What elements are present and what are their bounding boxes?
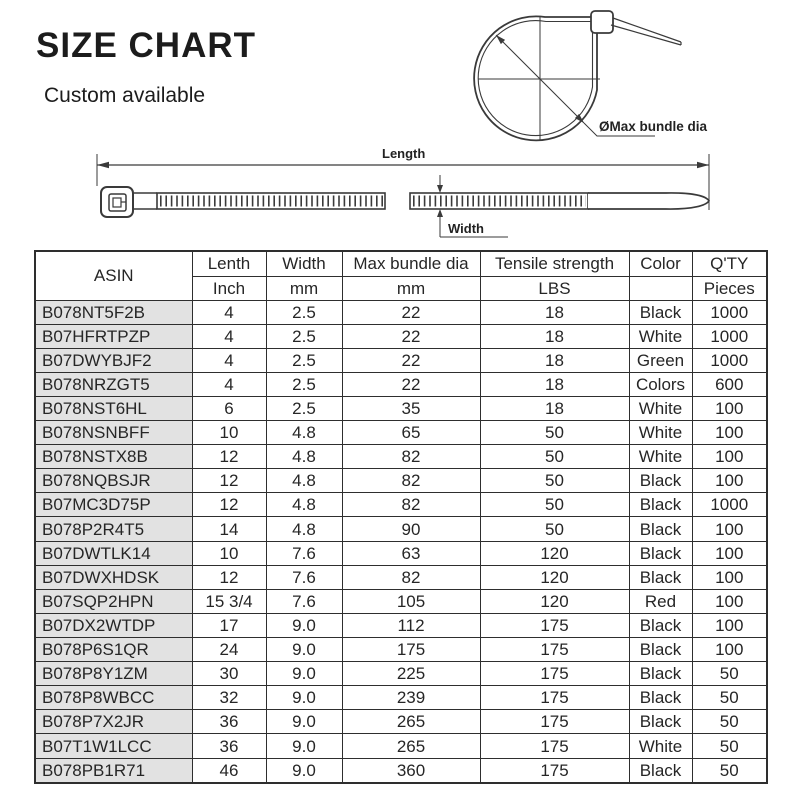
col-header-width: Width (266, 251, 342, 276)
asin-cell: B07HFRTPZP (35, 324, 192, 348)
table-cell: 265 (342, 734, 480, 758)
table-row (35, 758, 767, 783)
table-row (35, 541, 767, 565)
width-label: Width (448, 221, 484, 236)
table-cell: 9.0 (266, 613, 342, 637)
table-cell: Red (629, 589, 692, 613)
table-cell: White (629, 396, 692, 420)
table-row (35, 686, 767, 710)
width-arrow-icon (437, 209, 443, 217)
table-row (35, 662, 767, 686)
table-cell: 100 (692, 638, 767, 662)
table-cell: Colors (629, 372, 692, 396)
unit-width: mm (266, 276, 342, 300)
table-cell: Black (629, 638, 692, 662)
table-cell: 18 (480, 348, 629, 372)
asin-cell: B078NQBSJR (35, 469, 192, 493)
col-header-max-bundle-dia: Max bundle dia (342, 251, 480, 276)
table-cell: 2.5 (266, 372, 342, 396)
table-cell: 4 (192, 348, 266, 372)
table-cell: 82 (342, 565, 480, 589)
table-cell: 9.0 (266, 638, 342, 662)
table-cell: 175 (480, 638, 629, 662)
table-row (35, 445, 767, 469)
max-bundle-dia-label: ØMax bundle dia (599, 119, 708, 134)
table-cell: 82 (342, 469, 480, 493)
table-cell: White (629, 445, 692, 469)
table-cell: Black (629, 565, 692, 589)
table-cell: 175 (480, 710, 629, 734)
table-cell: 9.0 (266, 662, 342, 686)
table-cell: 600 (692, 372, 767, 396)
table-cell: 112 (342, 613, 480, 637)
table-row (35, 710, 767, 734)
table-cell: 100 (692, 517, 767, 541)
table-cell: 18 (480, 372, 629, 396)
table-cell: White (629, 734, 692, 758)
table-row (35, 421, 767, 445)
table-cell: 18 (480, 396, 629, 420)
table-cell: 50 (692, 734, 767, 758)
asin-cell: B07MC3D75P (35, 493, 192, 517)
table-row (35, 300, 767, 324)
table-cell: Black (629, 469, 692, 493)
table-row (35, 324, 767, 348)
table-row (35, 565, 767, 589)
table-cell: 82 (342, 493, 480, 517)
asin-cell: B078NT5F2B (35, 300, 192, 324)
table-cell: Black (629, 541, 692, 565)
col-header-color: Color (629, 251, 692, 276)
size-table (34, 250, 768, 784)
unit-qty: Pieces (692, 276, 767, 300)
table-cell: 360 (342, 758, 480, 783)
table-cell: 105 (342, 589, 480, 613)
table-cell: 2.5 (266, 324, 342, 348)
table-cell: 7.6 (266, 589, 342, 613)
table-cell: 4.8 (266, 493, 342, 517)
table-cell: 22 (342, 348, 480, 372)
table-cell: 35 (342, 396, 480, 420)
loop-diagram (440, 0, 800, 148)
table-cell: 36 (192, 734, 266, 758)
asin-cell: B07DWXHDSK (35, 565, 192, 589)
table-cell: 175 (342, 638, 480, 662)
table-cell: 239 (342, 686, 480, 710)
table-cell: 175 (480, 686, 629, 710)
asin-cell: B078P8WBCC (35, 686, 192, 710)
table-cell: 175 (480, 662, 629, 686)
table-cell: 265 (342, 710, 480, 734)
table-row (35, 469, 767, 493)
table-cell: 9.0 (266, 710, 342, 734)
table-cell: 12 (192, 469, 266, 493)
table-cell: 1000 (692, 300, 767, 324)
table-cell: 100 (692, 396, 767, 420)
unit-max-bundle-dia: mm (342, 276, 480, 300)
table-cell: Black (629, 613, 692, 637)
table-row (35, 734, 767, 758)
table-cell: 50 (480, 493, 629, 517)
table-cell: 100 (692, 589, 767, 613)
table-cell: 14 (192, 517, 266, 541)
unit-color (629, 276, 692, 300)
asin-cell: B07SQP2HPN (35, 589, 192, 613)
table-cell: 15 3/4 (192, 589, 266, 613)
asin-cell: B078NRZGT5 (35, 372, 192, 396)
header-row-labels (35, 251, 767, 276)
length-label: Length (382, 146, 426, 161)
table-cell: 90 (342, 517, 480, 541)
unit-tensile-strength: LBS (480, 276, 629, 300)
table-cell: 4 (192, 324, 266, 348)
asin-cell: B078PB1R71 (35, 758, 192, 783)
table-cell: 2.5 (266, 396, 342, 420)
table-cell: 32 (192, 686, 266, 710)
table-cell: 12 (192, 445, 266, 469)
table-cell: 50 (692, 686, 767, 710)
table-cell: 30 (192, 662, 266, 686)
table-row (35, 517, 767, 541)
table-cell: 100 (692, 541, 767, 565)
col-header-qty: Q'TY (692, 251, 767, 276)
asin-cell: B07DWTLK14 (35, 541, 192, 565)
asin-cell: B078P8Y1ZM (35, 662, 192, 686)
table-cell: 12 (192, 565, 266, 589)
table-cell: 50 (480, 421, 629, 445)
table-cell: 50 (480, 445, 629, 469)
asin-cell: B078NSTX8B (35, 445, 192, 469)
table-cell: 22 (342, 324, 480, 348)
asin-cell: B078P6S1QR (35, 638, 192, 662)
table-cell: Black (629, 686, 692, 710)
size-table-container (34, 250, 766, 784)
table-cell: 50 (692, 710, 767, 734)
table-cell: 120 (480, 589, 629, 613)
table-cell: 50 (692, 662, 767, 686)
asin-cell: B078P2R4T5 (35, 517, 192, 541)
table-cell: Black (629, 493, 692, 517)
table-cell: Green (629, 348, 692, 372)
table-cell: Black (629, 662, 692, 686)
table-row (35, 589, 767, 613)
table-cell: 1000 (692, 348, 767, 372)
table-cell: 82 (342, 445, 480, 469)
asin-cell: B078P7X2JR (35, 710, 192, 734)
table-cell: 50 (480, 517, 629, 541)
table-cell: 120 (480, 541, 629, 565)
asin-cell: B07DX2WTDP (35, 613, 192, 637)
asin-cell: B078NSNBFF (35, 421, 192, 445)
table-cell: 2.5 (266, 348, 342, 372)
table-row (35, 493, 767, 517)
table-row (35, 396, 767, 420)
table-body (35, 300, 767, 783)
table-cell: White (629, 324, 692, 348)
table-row (35, 638, 767, 662)
table-cell: 100 (692, 613, 767, 637)
table-cell: Black (629, 758, 692, 783)
table-cell: 9.0 (266, 686, 342, 710)
table-cell: 22 (342, 300, 480, 324)
table-cell: 63 (342, 541, 480, 565)
page-title: SIZE CHART (36, 26, 256, 65)
table-cell: 9.0 (266, 734, 342, 758)
table-cell: 46 (192, 758, 266, 783)
table-cell: Black (629, 300, 692, 324)
table-cell: 50 (692, 758, 767, 783)
table-row (35, 613, 767, 637)
table-cell: 65 (342, 421, 480, 445)
table-cell: 4 (192, 300, 266, 324)
table-cell: 100 (692, 469, 767, 493)
width-arrow-icon (437, 185, 443, 193)
table-cell: 225 (342, 662, 480, 686)
table-cell: 4.8 (266, 469, 342, 493)
table-cell: 175 (480, 734, 629, 758)
table-cell: 12 (192, 493, 266, 517)
length-arrow-icon (697, 162, 709, 168)
table-cell: 9.0 (266, 758, 342, 783)
table-cell: 120 (480, 565, 629, 589)
asin-cell: B07DWYBJF2 (35, 348, 192, 372)
table-cell: 10 (192, 541, 266, 565)
table-cell: 50 (480, 469, 629, 493)
table-cell: 7.6 (266, 541, 342, 565)
table-row (35, 348, 767, 372)
table-cell: 7.6 (266, 565, 342, 589)
asin-cell: B07T1W1LCC (35, 734, 192, 758)
table-cell: 2.5 (266, 300, 342, 324)
flat-tie-diagram (80, 140, 740, 245)
table-cell: 175 (480, 758, 629, 783)
table-cell: 100 (692, 565, 767, 589)
table-cell: White (629, 421, 692, 445)
table-cell: 100 (692, 421, 767, 445)
unit-length: Inch (192, 276, 266, 300)
col-header-asin: ASIN (35, 251, 192, 300)
table-cell: 175 (480, 613, 629, 637)
tie-head (591, 11, 613, 33)
length-arrow-icon (97, 162, 109, 168)
table-cell: 6 (192, 396, 266, 420)
table-cell: 4.8 (266, 421, 342, 445)
col-header-tensile-strength: Tensile strength (480, 251, 629, 276)
table-cell: 1000 (692, 493, 767, 517)
table-cell: 4 (192, 372, 266, 396)
table-cell: 18 (480, 324, 629, 348)
table-cell: 4.8 (266, 445, 342, 469)
table-cell: Black (629, 710, 692, 734)
asin-cell: B078NST6HL (35, 396, 192, 420)
table-cell: Black (629, 517, 692, 541)
table-cell: 18 (480, 300, 629, 324)
table-cell: 24 (192, 638, 266, 662)
table-cell: 1000 (692, 324, 767, 348)
table-cell: 4.8 (266, 517, 342, 541)
col-header-length: Lenth (192, 251, 266, 276)
table-cell: 22 (342, 372, 480, 396)
table-cell: 10 (192, 421, 266, 445)
table-row (35, 372, 767, 396)
table-cell: 36 (192, 710, 266, 734)
table-cell: 100 (692, 445, 767, 469)
table-cell: 17 (192, 613, 266, 637)
page-subtitle: Custom available (44, 84, 206, 107)
